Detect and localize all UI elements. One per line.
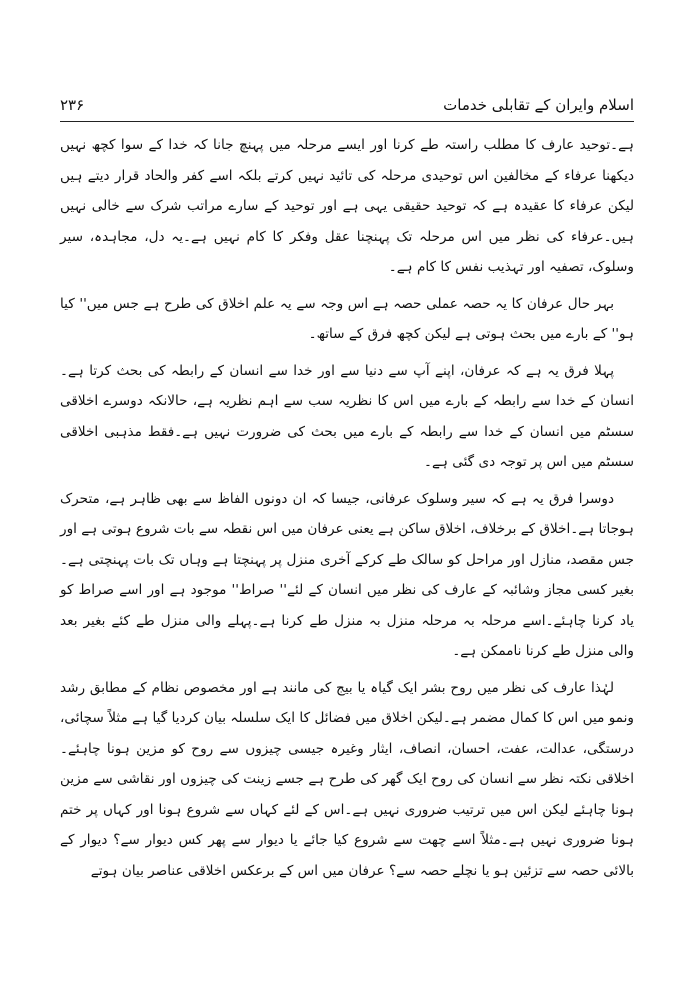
body-text xyxy=(60,130,634,892)
paragraph: دوسرا فرق یہ ہے کہ سیر وسلوک عرفانی، جیسا کہ ان دونوں الفاظ سے بھی ظاہر ہے، متحرک ہوجاتا ہے۔اخلاق کے برخلاف، اخلاق ساکن ہے یعنی عرفان میں اس نقطہ سے بات شروع ہوتی ہے اور جس مقصد، منازل اور مراحل کو سالک طے کرکے آخری منزل پر پہنچتا ہے وہاں تک بات پہنچتی ہے۔بغیر کسی مجاز وشائبہ کے عارف کی نظر میں انسان کے لئے'' صراط'' موجود ہے اور اسے صراط کو یاد کرنا چاہئے۔اسے مرحلہ بہ مرحلہ منزل بہ منزل طے کرنا ہے۔پہلے والی منزل طے کئے بغیر بعد والی منزل طے کرنا ناممکن ہے۔ xyxy=(60,490,634,659)
paragraph: لہٰذا عارف کی نظر میں روح بشر ایک گیاہ یا بیج کی مانند ہے اور مخصوص نظام کے مطابق رشد ونمو میں اس کا کمال مضمر ہے۔لیکن اخلاق میں فضائل کا ایک سلسلہ بیان کردیا گیا ہے مثلاً سچائی، درستگی، عدالت، عفت، احسان، انصاف، ایثار وغیرہ جیسی چیزوں سے روح کو مزین ہونا چاہئے۔اخلاقی نکتہ نظر سے انسان کی روح ایک گھر کی طرح ہے جسے زینت کی چیزوں اور نقاشی سے مزین ہونا چاہئے لیکن اس میں ترتیب ضروری نہیں ہے۔اس کے لئے کہاں سے شروع ہونا اور کہاں پر ختم ہونا ضروری نہیں ہے۔مثلاً اسے چھت سے شروع کیا جائے یا دیوار سے پھر کس دیوار سے؟ دیوار کے بالائی حصہ سے تزئین ہو یا نچلے حصہ سے؟ عرفان میں اس کے برعکس اخلاقی عناصر بیان ہوتے xyxy=(60,679,634,879)
running-title: اسلام وایران کے تقابلی خدمات xyxy=(443,96,634,114)
paragraph: پہلا فرق یہ ہے کہ عرفان، اپنے آپ سے دنیا سے اور خدا سے انسان کے رابطہ کی بحث کرتا ہے۔انسان کے خدا سے رابطہ کے بارے میں اس کا نظریہ سب سے اہم نظریہ ہے، حالانکہ دوسرے اخلاقی سسٹم میں انسان کے خدا سے رابطہ کے بارے میں بحث کی ضرورت نہیں ہے۔فقط مذہبی اخلاقی سسٹم میں اس پر توجہ دی گئی ہے۔ xyxy=(60,362,634,470)
page-header xyxy=(60,92,634,118)
page-number: ۲۳۶ xyxy=(60,96,85,114)
paragraph: ہے۔توحید عارف کا مطلب راستہ طے کرنا اور ایسے مرحلہ میں پہنچ جانا کہ خدا کے سوا کچھ نہیں دیکھنا عرفاء کے مخالفین اس توحیدی مرحلہ کی تائید نہیں کرتے بلکہ اسے کفر والحاد قرار دیتے ہیں لیکن عرفاء کا عقیدہ ہے کہ توحید حقیقی یہی ہے اور توحید کے سارے مراتب شرک سے خالی نہیں ہیں۔عرفاء کی نظر میں اس مرحلہ تک پہنچنا عقل وفکر کا کام نہیں ہے۔یہ دل، مجاہدہ، سیر وسلوک، تصفیہ اور تہذیب نفس کا کام ہے۔ xyxy=(60,137,634,275)
header-rule xyxy=(60,121,634,122)
paragraph: بہر حال عرفان کا یہ حصہ عملی حصہ ہے اس وجہ سے یہ علم اخلاق کی طرح ہے جس میں'' کیا ہو'' کے بارے میں بحث ہوتی ہے لیکن کچھ فرق کے ساتھ۔ xyxy=(60,295,634,342)
